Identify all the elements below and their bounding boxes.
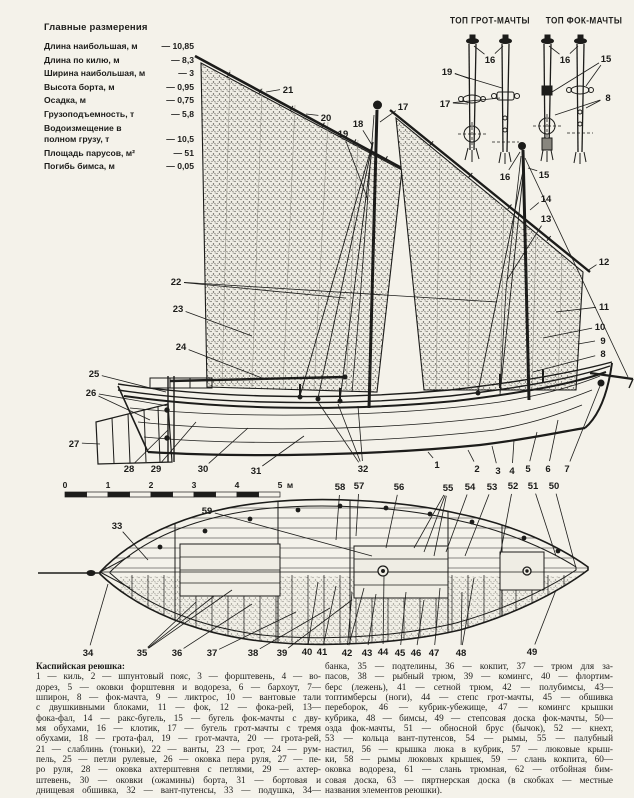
leader-line [424, 495, 445, 552]
scale-bar-segment [151, 492, 173, 497]
callout-18: 18 [352, 119, 364, 130]
legend-line: кубрика, 48 — бимсы, 49 — степсовая доска фок-мачты, 50— [325, 712, 613, 723]
callout-5: 5 [525, 464, 531, 475]
leader-line [587, 265, 597, 271]
leader-line [363, 130, 372, 145]
leader-line [530, 203, 539, 210]
callout-39: 39 [276, 648, 288, 659]
dimension-label: Длина наибольшая, м [44, 41, 138, 51]
legend-line: оковка водореза, 61 — слань трюмная, 62 — отбойная бим- [325, 764, 613, 775]
dimension-label: Осадка, м [44, 95, 87, 106]
leader-line [570, 386, 600, 462]
dimension-value: — 10,85 [161, 41, 194, 51]
callout-22: 22 [170, 277, 182, 288]
callout-15: 15 [538, 170, 550, 181]
legend-line: ро руля, 28 — оковка ахтерштевня с петлями, 29 — ахтер- [36, 764, 321, 775]
leader-line [528, 168, 537, 171]
legend-line: шпирон, 8 — фок-мачта, 9 — ликтрос, 10 — вантовые тали [36, 692, 321, 703]
dimensions-rows [44, 41, 194, 173]
legend-lines-1 [36, 671, 321, 795]
inset-callouts [440, 46, 612, 115]
leader-line [468, 450, 474, 462]
callout-42: 42 [341, 648, 353, 659]
legend-line: днищевая обшивка, 32 — вант-путенсы, 33 — подушка, 34— [36, 785, 321, 796]
dimension-label: Грузоподъемность, т [44, 108, 135, 119]
callout-34: 34 [82, 648, 94, 659]
callout-43: 43 [361, 648, 373, 659]
callout-3: 3 [495, 466, 501, 477]
callout-1: 1 [434, 460, 440, 471]
callout-37: 37 [206, 648, 218, 659]
callout-51: 51 [527, 481, 539, 492]
legend-line: банка, 35 — подтелины, 36 — кокпит, 37 — трюм для за- [325, 661, 613, 671]
legend-line: озда фок-мачты, 51 — обносной брус (бычок), 52 — кнехт, [325, 723, 613, 734]
legend-line: с двушкивными блоками, 11 — фок, 12 — фока-рей, 13— [36, 702, 321, 713]
callout-7: 7 [564, 464, 570, 475]
legend-line: фока-фал, 14 — ракс-бугель, 15 — бугель фок-мачты с дву- [36, 712, 321, 723]
callout-59: 59 [201, 506, 213, 517]
dimension-row [44, 161, 194, 172]
scale-unit-label: м [286, 480, 294, 490]
dimension-label: Площадь парусов, м² [44, 147, 136, 158]
callout-2: 2 [474, 464, 480, 475]
callout-47: 47 [428, 648, 440, 659]
callout-19: 19 [337, 129, 349, 140]
callout-8: 8 [600, 349, 606, 360]
scale-tick-label: 1 [105, 480, 111, 490]
legend-column-2 [325, 661, 613, 795]
inset-title-fok-mast: ТОП ФОК-МАЧТЫ [545, 15, 623, 26]
legend-line: дорез, 5 — оковки форштевня и водореза, 6 — бархоут, 7— [36, 681, 321, 692]
callout-16: 16 [499, 172, 511, 183]
callout-55: 55 [442, 483, 454, 494]
callout-17: 17 [397, 102, 409, 113]
callout-36: 36 [171, 648, 183, 659]
callout-58: 58 [334, 482, 346, 493]
callout-31: 31 [250, 466, 262, 477]
legend-lines-2 [325, 661, 613, 795]
callout-49: 49 [526, 647, 538, 658]
leader-line [90, 584, 108, 645]
dimension-value: — 51 [173, 147, 194, 158]
dimensions-title: Главные размерения [44, 22, 148, 33]
leader-line [266, 90, 280, 92]
legend-line: пель, 25 — петли рулевые, 26 — оковка пера руля, 27 — пе- [36, 754, 321, 765]
leader-line [513, 440, 515, 463]
callout-52: 52 [507, 481, 519, 492]
callout-40: 40 [301, 647, 313, 658]
callout-29: 29 [150, 464, 162, 475]
scale-bar-segment [173, 492, 195, 497]
leader-line [453, 103, 468, 104]
legend-line: топтимберсы (ноги), 44 — степс грот-мачты, 45 — обшивка [325, 692, 613, 703]
callout-9: 9 [600, 336, 606, 347]
callout-23: 23 [172, 304, 184, 315]
legend-line: 21 — слаблинь (тоньки), 22 — ванты, 23 — грот, 24 — рум- [36, 743, 321, 754]
leader-line [306, 114, 318, 115]
legend-line: совая доска, 63 — пяртнерская доска (в скобках — местные [325, 774, 613, 785]
dimension-value: — 8,3 [171, 54, 194, 65]
leader-line [428, 452, 433, 458]
callout-56: 56 [393, 482, 405, 493]
leader-line [586, 65, 601, 86]
legend-line: обухами, 18 — грота-фал, 19 — грот-мачта, 20 — грота-рей, [36, 733, 321, 744]
callout-4: 4 [509, 466, 515, 477]
dimension-label: Водоизмещение в полном грузу, т [44, 122, 122, 144]
callout-41: 41 [316, 647, 328, 658]
callout-30: 30 [197, 464, 209, 475]
dimension-label: Ширина наибольшая, м [44, 68, 146, 79]
legend-line: 1 — киль, 2 — шпунтовый пояс, 3 — форштевень, 4 — во- [36, 671, 321, 682]
callout-16: 16 [559, 55, 571, 66]
callout-46: 46 [410, 648, 422, 659]
dimension-value: — 3 [178, 68, 194, 79]
dimension-value: — 0,75 [166, 95, 194, 106]
scale-bar-segment [65, 492, 87, 497]
scale-bar-segment [130, 492, 152, 497]
callout-17: 17 [439, 99, 451, 110]
leader-line [380, 111, 396, 122]
callout-21: 21 [282, 85, 294, 96]
scale-tick-label: 0 [62, 480, 68, 490]
callout-24: 24 [175, 342, 187, 353]
leader-line [578, 341, 595, 344]
dimension-row [44, 82, 194, 93]
callout-19: 19 [441, 67, 453, 78]
legend-line: названия элементов реюшки). [325, 785, 442, 796]
callout-10: 10 [594, 322, 606, 333]
inset-title-grot-mast: ТОП ГРОТ-МАЧТЫ [450, 15, 530, 26]
dimension-row [44, 68, 194, 79]
callout-8: 8 [605, 93, 611, 104]
callout-38: 38 [247, 648, 259, 659]
callout-28: 28 [123, 464, 135, 475]
callout-15: 15 [600, 54, 612, 65]
scale-tick-label: 4 [234, 480, 240, 490]
leader-line [414, 495, 444, 548]
callout-35: 35 [136, 648, 148, 659]
scale-bar-segment [108, 492, 130, 497]
callout-27: 27 [68, 439, 80, 450]
scale-bar-segment [87, 492, 109, 497]
scale-tick-label: 3 [191, 480, 197, 490]
legend-line: ки, 58 — рымы люковых крышек, 59 — слань кокпита, 60— [325, 754, 613, 765]
leader-line [336, 495, 339, 540]
callout-50: 50 [548, 481, 560, 492]
callout-26: 26 [85, 388, 97, 399]
callout-16: 16 [484, 55, 496, 66]
callout-11: 11 [598, 302, 610, 313]
callout-48: 48 [455, 648, 467, 659]
dimension-label: Высота борта, м [44, 81, 115, 92]
scale-bar-segment [194, 492, 216, 497]
legend-line: настил, 56 — крышка люка в кубрик, 57 — люковые крыш- [325, 743, 613, 754]
dimension-row [44, 123, 194, 146]
leader-line [161, 422, 196, 463]
callout-44: 44 [377, 647, 389, 658]
dimension-value: — 5,8 [171, 108, 194, 119]
legend-line: 53 — кольца вант-путенсов, 54 — рымы, 55 — палубный [325, 733, 613, 744]
scale-bar-segment [259, 492, 281, 497]
callout-45: 45 [394, 648, 406, 659]
scale-bar-segment [216, 492, 238, 497]
leader-line [455, 74, 502, 88]
dimension-value: — 10,5 [166, 133, 194, 144]
dimension-row [44, 109, 194, 120]
callout-13: 13 [540, 214, 552, 225]
leader-line [209, 428, 248, 463]
legend-column-1 [36, 661, 321, 795]
dimensions-table [44, 22, 194, 175]
dimension-label: Погибь бимса, м [44, 161, 115, 172]
callout-57: 57 [353, 481, 365, 492]
callout-25: 25 [88, 369, 100, 380]
dimension-row [44, 95, 194, 106]
leader-line [492, 446, 496, 463]
scale-tick-label: 5 [277, 480, 283, 490]
dimension-value: — 0,95 [166, 81, 194, 92]
leader-line [262, 436, 304, 466]
callout-32: 32 [357, 464, 369, 475]
callout-33: 33 [111, 521, 123, 532]
scale-tick-label: 2 [148, 480, 154, 490]
scale-bar [63, 480, 294, 497]
dimension-label: Длина по килю, м [44, 54, 120, 65]
legend-line: штевень, 30 — оковки (ожамины) борта, 31 — бортовая и [36, 774, 321, 785]
dimension-row [44, 148, 194, 159]
legend-line: мя обухами, 16 — клотик, 17 — бугель грот-мачты с тремя [36, 723, 321, 734]
callout-6: 6 [545, 464, 551, 475]
dimension-row [44, 55, 194, 66]
scale-bar-segment [237, 492, 259, 497]
legend-title: Каспийская реюшка: [36, 661, 125, 671]
leader-line [550, 420, 559, 461]
callout-14: 14 [540, 194, 552, 205]
legend-line: пасов, 38 — рыбный трюм, 39 — комингс, 40 — флортим- [325, 671, 613, 682]
dimension-row [44, 41, 194, 52]
callout-12: 12 [598, 257, 610, 268]
callout-20: 20 [320, 113, 332, 124]
legend-line: берс (лежень), 41 — сетной трюм, 42 — полубимсы, 43— [325, 681, 613, 692]
leader-line [446, 495, 467, 553]
callout-54: 54 [464, 482, 476, 493]
callout-53: 53 [486, 482, 498, 493]
leader-line [465, 494, 489, 556]
legend-line: переборок, 46 — кубрик-убежище, 47 — комингс крышки [325, 702, 613, 713]
dimension-value: — 0,05 [166, 161, 194, 172]
